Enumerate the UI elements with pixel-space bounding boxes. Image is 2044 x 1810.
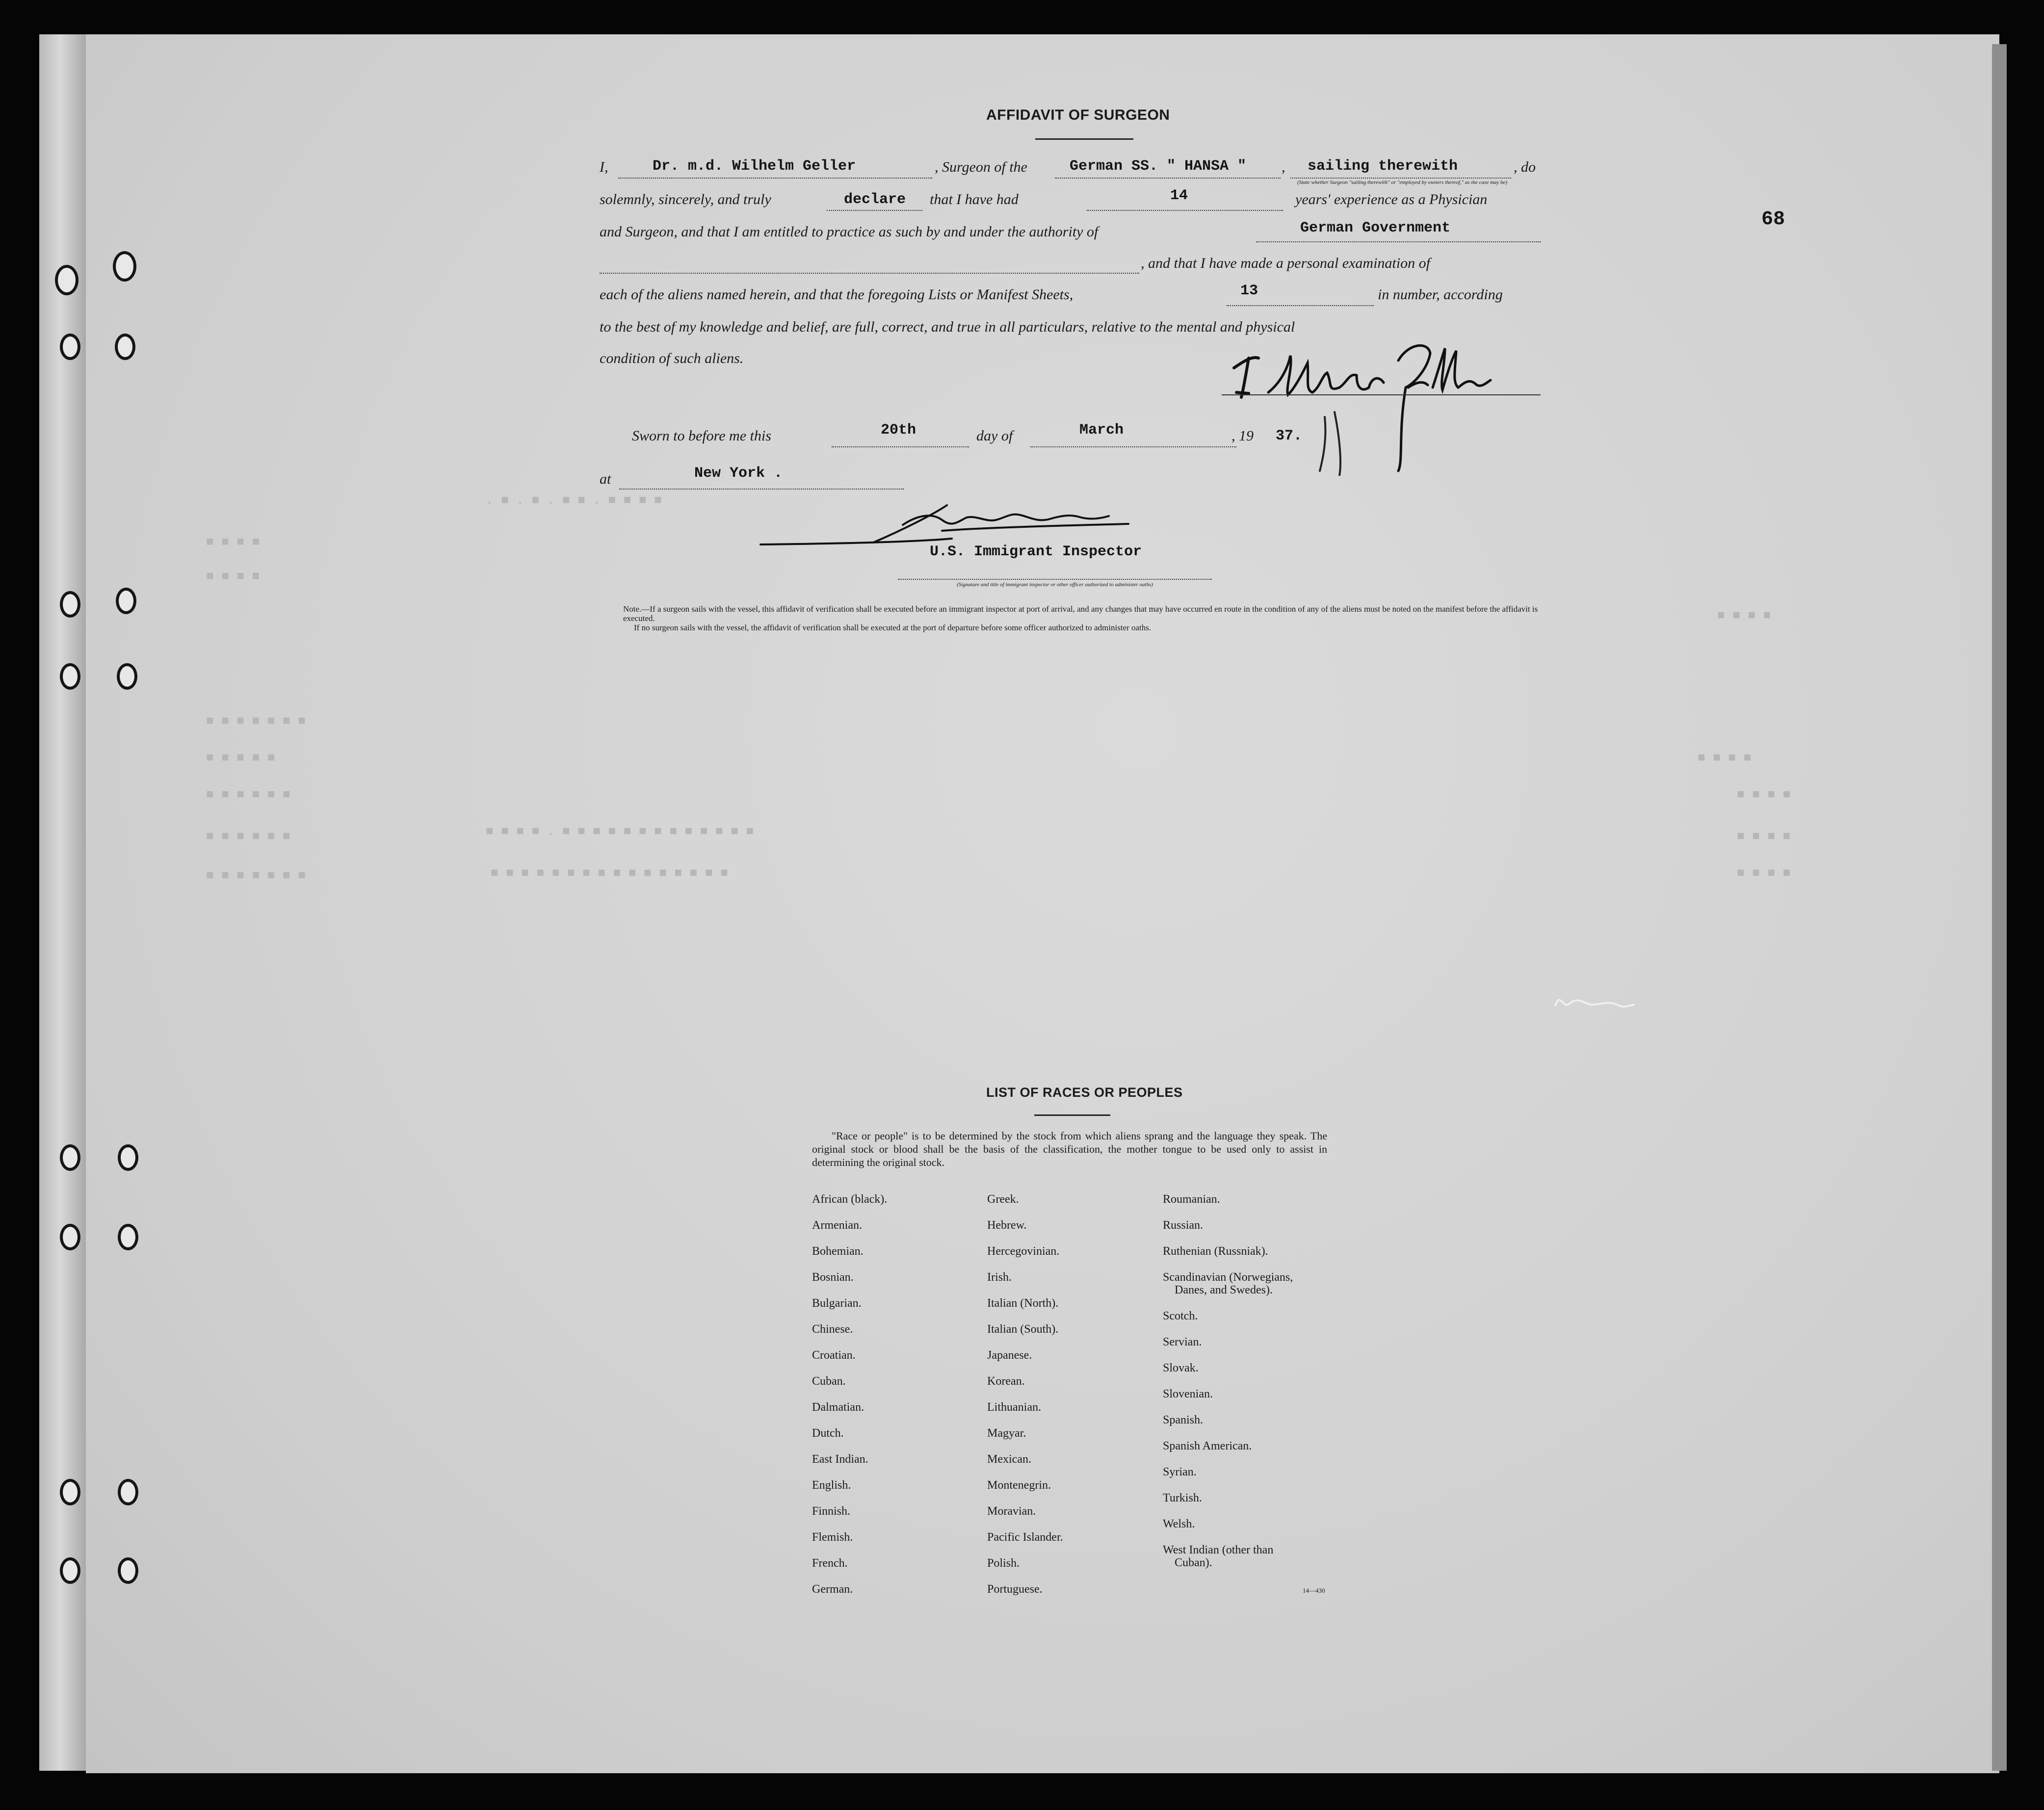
sworn-day: 20th bbox=[881, 422, 917, 439]
sheets-count: 13 bbox=[1240, 283, 1258, 299]
sworn-month-field bbox=[1030, 446, 1236, 447]
text-condition: condition of such aliens. bbox=[600, 350, 744, 366]
capacity-field bbox=[1290, 178, 1511, 179]
punch-hole bbox=[118, 1557, 138, 1584]
punch-hole bbox=[116, 588, 136, 614]
race-item: Welsh. bbox=[1163, 1518, 1195, 1530]
vessel-field bbox=[1055, 178, 1281, 179]
sheets-field bbox=[1227, 305, 1374, 306]
inspector-field bbox=[898, 579, 1212, 580]
race-item: Bohemian. bbox=[812, 1245, 864, 1258]
race-item: Armenian. bbox=[812, 1219, 862, 1232]
text-comma: , bbox=[1282, 159, 1285, 175]
race-item: Servian. bbox=[1163, 1336, 1202, 1348]
race-item: Hercegovinian. bbox=[987, 1245, 1060, 1258]
race-item: Scotch. bbox=[1163, 1310, 1198, 1322]
vessel-name: German SS. " HANSA " bbox=[1070, 158, 1247, 175]
text-examined: , and that I have made a personal examination of bbox=[1141, 255, 1430, 271]
race-item: German. bbox=[812, 1583, 853, 1596]
note-paragraph bbox=[623, 604, 1541, 632]
race-item: West Indian (other than bbox=[1163, 1544, 1274, 1556]
sworn-place-field bbox=[619, 489, 904, 490]
race-item: Italian (South). bbox=[987, 1323, 1059, 1336]
races-column-1 bbox=[812, 1193, 887, 1609]
sworn-day-field bbox=[832, 446, 969, 447]
surgeon-capacity: sailing therewith bbox=[1308, 158, 1458, 175]
race-item: Greek. bbox=[987, 1193, 1019, 1206]
race-item: Roumanian. bbox=[1163, 1193, 1220, 1206]
punch-hole bbox=[55, 265, 79, 295]
races-title: LIST OF RACES OR PEOPLES bbox=[986, 1085, 1183, 1100]
affirmation-field bbox=[827, 210, 922, 211]
years-experience: 14 bbox=[1170, 187, 1188, 204]
text-surgeon-of: , Surgeon of the bbox=[935, 159, 1027, 175]
authority-field-cont bbox=[600, 273, 1139, 274]
text-do: , do bbox=[1514, 159, 1536, 175]
race-item: Bosnian. bbox=[812, 1271, 854, 1284]
punch-hole bbox=[60, 1557, 80, 1584]
affidavit-title: AFFIDAVIT OF SURGEON bbox=[986, 107, 1170, 123]
race-item: Cuban. bbox=[812, 1375, 846, 1388]
note-text-1: Note.—If a surgeon sails with the vessel, this affidavit of verification shall be executed before an immigrant inspector at port of arrival, and any changes that may have occurred en route in the condition of any of the aliens must be noted on the manifest before the affidavit is executed. bbox=[623, 604, 1538, 623]
text-years: years' experience as a Physician bbox=[1295, 191, 1488, 207]
punch-hole bbox=[117, 663, 137, 690]
race-item: Chinese. bbox=[812, 1323, 853, 1336]
pencil-mark bbox=[1550, 986, 1649, 1020]
inspector-hint: (Signature and title of immigrant inspector or other officer authorized to administer oaths) bbox=[957, 582, 1153, 588]
surgeon-name: Dr. m.d. Wilhelm Geller bbox=[653, 158, 856, 175]
page-edge bbox=[1992, 44, 2007, 1771]
sworn-year: 37. bbox=[1276, 428, 1303, 444]
text-i: I, bbox=[600, 159, 608, 175]
race-item: East Indian. bbox=[812, 1453, 868, 1466]
race-item: Mexican. bbox=[987, 1453, 1031, 1466]
race-item: Portuguese. bbox=[987, 1583, 1043, 1596]
text-in-number: in number, according bbox=[1378, 286, 1503, 303]
race-item: Cuban). bbox=[1175, 1556, 1212, 1569]
punch-hole bbox=[60, 1224, 80, 1250]
race-item: Montenegrin. bbox=[987, 1479, 1051, 1492]
sworn-month: March bbox=[1079, 422, 1124, 439]
text-year-prefix: , 19 bbox=[1232, 428, 1254, 444]
race-item: Syrian. bbox=[1163, 1466, 1197, 1478]
race-item: Scandinavian (Norwegians, bbox=[1163, 1271, 1293, 1284]
race-item: Moravian. bbox=[987, 1505, 1036, 1518]
race-item: Finnish. bbox=[812, 1505, 851, 1518]
punch-hole bbox=[60, 1479, 80, 1505]
race-item: Japanese. bbox=[987, 1349, 1032, 1362]
signature-line bbox=[1222, 394, 1541, 395]
title-rule bbox=[1035, 138, 1133, 140]
race-item: English. bbox=[812, 1479, 851, 1492]
race-item: Dalmatian. bbox=[812, 1401, 864, 1414]
race-item: Italian (North). bbox=[987, 1297, 1059, 1310]
text-day-of: day of bbox=[976, 428, 1013, 444]
text-had: that I have had bbox=[930, 191, 1019, 207]
text-each: each of the aliens named herein, and that the foregoing Lists or Manifest Sheets, bbox=[600, 286, 1074, 303]
page-number: 68 bbox=[1761, 208, 1785, 231]
races-column-3 bbox=[1163, 1193, 1293, 1582]
inspector-signature bbox=[756, 495, 1178, 549]
punch-hole bbox=[118, 1144, 138, 1171]
races-title-rule bbox=[1034, 1114, 1110, 1116]
races-intro: "Race or people" is to be determined by the stock from which aliens sprang and the language they speak. The original stock or blood shall be the basis of the classification, the mother tongue to be used only to assist in determining the original stock. bbox=[812, 1130, 1327, 1168]
race-item: Danes, and Swedes). bbox=[1175, 1284, 1273, 1296]
race-item: Irish. bbox=[987, 1271, 1012, 1284]
race-item: Magyar. bbox=[987, 1427, 1026, 1440]
text-best: to the best of my knowledge and belief, are full, correct, and true in all particulars, relative to the mental and physical bbox=[600, 319, 1295, 335]
capacity-hint: (State whether Surgeon "sailing therewith" or "employed by owners thereof," as the case may be) bbox=[1297, 180, 1508, 185]
punch-hole bbox=[60, 334, 80, 360]
text-solemnly: solemnly, sincerely, and truly bbox=[600, 191, 771, 207]
surgeon-name-field bbox=[618, 178, 932, 179]
race-item: Russian. bbox=[1163, 1219, 1204, 1232]
race-item: African (black). bbox=[812, 1193, 888, 1206]
punch-hole bbox=[118, 1224, 138, 1250]
race-item: Croatian. bbox=[812, 1349, 856, 1362]
race-item: Slovenian. bbox=[1163, 1388, 1213, 1400]
punch-hole bbox=[115, 334, 135, 360]
race-item: Polish. bbox=[987, 1557, 1020, 1570]
race-item: Turkish. bbox=[1163, 1492, 1202, 1504]
race-item: Flemish. bbox=[812, 1531, 853, 1544]
race-item: Spanish. bbox=[1163, 1414, 1204, 1426]
race-item: Pacific Islander. bbox=[987, 1531, 1063, 1544]
race-item: Hebrew. bbox=[987, 1219, 1027, 1232]
race-item: Slovak. bbox=[1163, 1362, 1199, 1374]
race-item: Lithuanian. bbox=[987, 1401, 1041, 1414]
form-number: 14—430 bbox=[1303, 1587, 1325, 1594]
authority: German Government bbox=[1300, 220, 1451, 236]
punch-hole bbox=[118, 1479, 138, 1505]
affirmation: declare bbox=[844, 191, 906, 208]
text-sworn: Sworn to before me this bbox=[632, 428, 771, 444]
races-column-2 bbox=[987, 1193, 1063, 1609]
binding-strip bbox=[39, 34, 86, 1771]
race-item: Spanish American. bbox=[1163, 1440, 1252, 1452]
race-item: Korean. bbox=[987, 1375, 1025, 1388]
punch-hole bbox=[113, 251, 136, 282]
race-item: French. bbox=[812, 1557, 848, 1570]
inspector-title: U.S. Immigrant Inspector bbox=[930, 543, 1142, 560]
race-item: Dutch. bbox=[812, 1427, 844, 1440]
punch-hole bbox=[60, 663, 80, 690]
authority-field bbox=[1256, 241, 1541, 242]
punch-hole bbox=[60, 1144, 80, 1171]
note-text-2: If no surgeon sails with the vessel, the affidavit of verification shall be executed at the port of departure before some officer authorized to administer oaths. bbox=[634, 623, 1152, 632]
sworn-place: New York . bbox=[694, 465, 783, 482]
punch-hole bbox=[60, 591, 80, 618]
race-item: Ruthenian (Russniak). bbox=[1163, 1245, 1268, 1258]
text-and-surgeon: and Surgeon, and that I am entitled to practice as such by and under the authority of bbox=[600, 224, 1099, 240]
years-field bbox=[1087, 210, 1283, 211]
text-at: at bbox=[600, 471, 611, 487]
race-item: Bulgarian. bbox=[812, 1297, 862, 1310]
